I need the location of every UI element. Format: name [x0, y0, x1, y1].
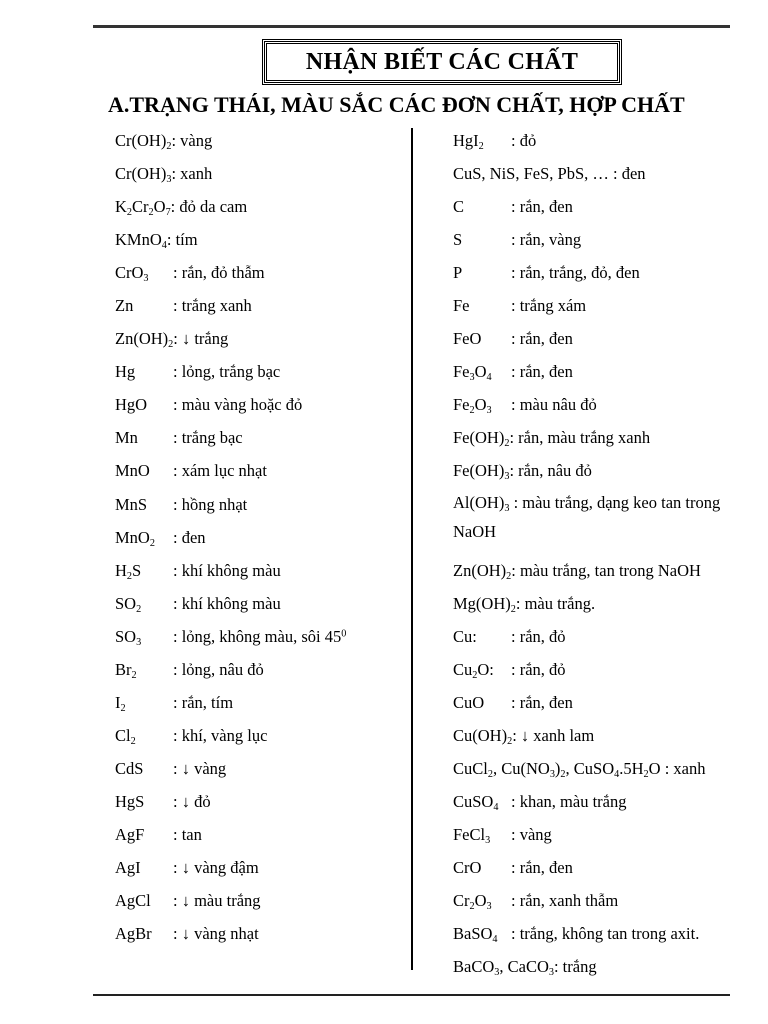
description: : ↓ vàng nhạt	[173, 924, 259, 944]
formula: $K_2Cr_2O_7$	[115, 197, 171, 218]
right-entry	[453, 256, 753, 289]
left-entry	[115, 620, 405, 653]
description: : ↓ màu trắng	[173, 891, 261, 911]
right-entry	[453, 289, 753, 322]
right-entry	[453, 124, 753, 157]
left-entry	[115, 488, 405, 521]
right-entry	[453, 421, 753, 454]
formula: $Cu_2O$:	[453, 659, 494, 681]
formula: CuSO$_4$	[453, 791, 499, 813]
top-rule	[93, 25, 730, 28]
left-entry	[115, 124, 405, 157]
formula: CuS, NiS, FeS, PbS, … : đen	[453, 164, 646, 184]
left-entry	[115, 289, 405, 322]
formula: AgF	[115, 824, 145, 844]
description: : rắn, đỏ	[511, 659, 566, 679]
right-entry	[453, 388, 753, 421]
description: : đen	[173, 527, 206, 547]
formula: MnO$_2$	[115, 527, 155, 549]
description: : rắn, đỏ thẫm	[173, 263, 265, 283]
right-entry	[453, 322, 753, 355]
right-entry	[453, 488, 753, 548]
description: : màu vàng hoặc đỏ	[173, 395, 303, 415]
left-entry	[115, 223, 405, 256]
right-entry	[453, 653, 753, 686]
right-entry	[453, 454, 753, 487]
description: : lỏng, không màu, sôi $45^0$	[173, 626, 347, 646]
formula: $SO_2$	[115, 593, 142, 615]
description: : hồng nhạt	[173, 494, 248, 514]
formula: $Cl_2$	[115, 725, 136, 747]
description: : trắng bạc	[173, 428, 243, 448]
formula: $Zn(OH)_2$	[115, 329, 174, 351]
formula: Hg	[115, 362, 136, 382]
description: : rắn, xanh thẫm	[511, 890, 619, 910]
formula: $Mg(OH)_2$	[453, 593, 516, 615]
right-entry	[453, 157, 753, 190]
left-column	[115, 124, 405, 950]
formula: CrO$_3$	[115, 263, 149, 285]
left-entry	[115, 752, 405, 785]
formula: $I_2$	[115, 692, 126, 714]
formula: $Cr(OH)_2$	[115, 131, 172, 152]
left-entry	[115, 454, 405, 487]
bottom-rule	[93, 994, 730, 996]
formula: MnO	[115, 461, 150, 481]
right-entry	[453, 554, 753, 587]
right-entry	[453, 752, 753, 785]
description: : ↓ vàng	[173, 758, 227, 778]
left-entry	[115, 884, 405, 917]
description: : tan	[173, 824, 202, 844]
description: : rắn, đen	[511, 362, 573, 382]
formula: MnS	[115, 494, 148, 514]
description: : rắn, nâu đỏ	[509, 461, 592, 481]
description: : khan, màu trắng	[511, 791, 627, 811]
description: : rắn, màu trắng xanh	[509, 428, 651, 448]
formula: HgI$_2$	[453, 131, 484, 152]
right-entry	[453, 686, 753, 719]
left-entry	[115, 322, 405, 355]
description: : rắn, đen	[511, 857, 573, 877]
description: : khí, vàng lục	[173, 725, 268, 745]
left-entry	[115, 686, 405, 719]
right-entry	[453, 719, 753, 752]
formula: $Fe(OH)_3$	[453, 461, 510, 483]
description: : rắn, đen	[511, 197, 573, 217]
formula: Fe	[453, 296, 470, 316]
formula: FeCl$_3$	[453, 824, 491, 846]
left-entry	[115, 587, 405, 620]
left-entry	[115, 917, 405, 950]
left-entry	[115, 355, 405, 388]
description: : đỏ	[511, 131, 537, 150]
formula: CuCl$_2$, $Cu(NO_3)_2$, $CuSO_4.5H_2O$ : xanh	[453, 758, 706, 780]
left-entry	[115, 157, 405, 190]
left-entry	[115, 388, 405, 421]
formula: FeO	[453, 329, 482, 349]
description: : ↓ vàng đậm	[173, 858, 259, 878]
formula: $Cu(OH)_2$	[453, 725, 513, 747]
right-entry	[453, 917, 753, 950]
right-entry	[453, 785, 753, 818]
column-divider	[411, 128, 413, 970]
formula: C	[453, 197, 465, 217]
formula: CuO	[453, 692, 485, 712]
formula: $Br_2$	[115, 659, 137, 681]
description: : trắng xám	[511, 296, 587, 316]
formula: S	[453, 230, 463, 250]
formula: BaSO$_4$	[453, 924, 498, 945]
description: : xám lục nhạt	[173, 461, 267, 481]
description: : ↓ đỏ	[173, 791, 211, 811]
description: : khí không màu	[173, 560, 281, 580]
right-entry	[453, 620, 753, 653]
description: : lỏng, trắng bạc	[173, 362, 281, 382]
formula: Cu:	[453, 626, 477, 646]
description: : rắn, trắng, đỏ, đen	[511, 263, 640, 283]
formula: HgS	[115, 791, 145, 811]
left-entry	[115, 521, 405, 554]
description: : rắn, đen	[511, 692, 573, 712]
description: : trắng xanh	[173, 296, 252, 316]
right-entry	[453, 818, 753, 851]
description: : rắn, đỏ	[511, 626, 566, 646]
formula: $Fe_2O_3$	[453, 395, 492, 417]
formula: AgI	[115, 858, 141, 878]
description: : màu nâu đỏ	[511, 395, 597, 415]
left-entry	[115, 719, 405, 752]
right-entry	[453, 851, 753, 884]
formula: $Zn(OH)_2$	[453, 560, 512, 582]
right-entry	[453, 950, 753, 983]
description: : đỏ da cam	[170, 197, 248, 217]
description: : màu trắng.	[515, 593, 596, 613]
description: : tím	[166, 230, 198, 250]
page-title: NHẬN BIẾT CÁC CHẤT	[264, 41, 620, 83]
description: : lỏng, nâu đỏ	[173, 659, 264, 679]
formula: HgO	[115, 395, 148, 415]
left-entry	[115, 190, 405, 223]
description: : khí không màu	[173, 593, 281, 613]
right-entry	[453, 355, 753, 388]
formula: BaCO$_3$, CaCO$_3$: trắng	[453, 957, 597, 978]
description: : xanh	[171, 164, 213, 184]
left-entry	[115, 421, 405, 454]
formula: CdS	[115, 758, 144, 778]
left-entry	[115, 818, 405, 851]
formula: $Fe(OH)_2$	[453, 428, 510, 450]
formula: $Al(OH)_3$	[453, 492, 510, 514]
formula: $H_2S$	[115, 560, 142, 582]
formula: $Cr(OH)_3$	[115, 164, 172, 185]
description: : rắn, tím	[173, 692, 234, 712]
left-entry	[115, 851, 405, 884]
left-entry	[115, 256, 405, 289]
description: : ↓ trắng	[173, 329, 229, 349]
section-title: A.TRẠNG THÁI, MÀU SẮC CÁC ĐƠN CHẤT, HỢP CHẤT	[108, 92, 685, 117]
formula: CrO	[453, 857, 482, 877]
description: : trắng, không tan trong axit.	[511, 924, 700, 944]
formula: KMnO$_4$	[115, 230, 167, 251]
left-entry	[115, 653, 405, 686]
left-entry	[115, 554, 405, 587]
description: : vàng	[171, 131, 213, 150]
right-entry	[453, 190, 753, 223]
formula: AgCl	[115, 891, 151, 911]
formula: AgBr	[115, 924, 152, 944]
description: : màu trắng, dạng keo tan trong NaOH	[453, 492, 721, 541]
formula: $SO_3$	[115, 626, 142, 648]
formula: $Fe_3O_4$	[453, 362, 492, 384]
description: : vàng	[511, 824, 552, 844]
description: : màu trắng, tan trong NaOH	[511, 560, 701, 580]
description: : rắn, đen	[511, 329, 573, 349]
left-entry	[115, 785, 405, 818]
right-entry	[453, 587, 753, 620]
right-entry	[453, 223, 753, 256]
right-column	[453, 124, 753, 983]
formula: P	[453, 263, 463, 283]
formula: $Cr_2O_3$	[453, 890, 492, 912]
description: : ↓ xanh lam	[512, 725, 595, 745]
right-entry	[453, 884, 753, 917]
formula: Zn	[115, 296, 134, 316]
formula: Mn	[115, 428, 138, 448]
description: : rắn, vàng	[511, 230, 582, 250]
